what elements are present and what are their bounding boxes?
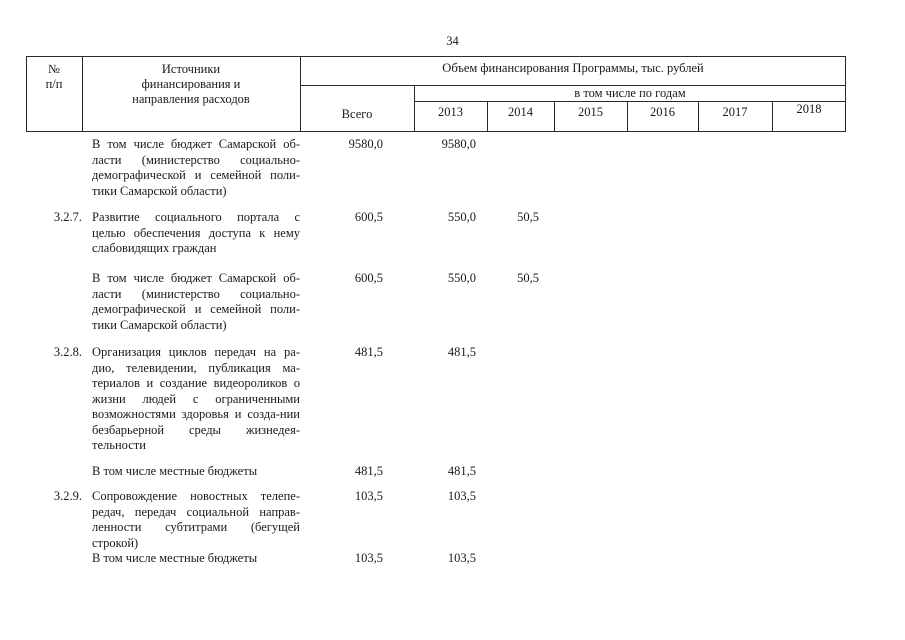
header-year-2014: 2014 [508,105,533,119]
header-year-2016: 2016 [650,105,675,119]
row-description: Сопровождение новостных телепе-редач, передач социальной направ-ленности субтитрами (бегущей строкой) [92,489,300,550]
row-description: Организация циклов передач на ра-дио, телевидении, публикация ма-териалов и создание видеороликов о жизни людей с ограниченными возможностями здоровья и созда-нии безбарьерной среды жизнедея-тельности [92,345,300,452]
header-year-2018: 2018 [796,102,822,116]
row-2013: 550,0 [447,210,476,224]
header-bottom-border [26,131,846,132]
row-2013: 550,0 [447,271,476,285]
header-year-2015: 2015 [578,105,603,119]
row-2013: 481,5 [447,345,476,359]
row-total: 9580,0 [348,137,383,151]
row-2014: 50,5 [517,271,539,285]
row-description: Развитие социального портала с целью обеспечения доступа к нему слабовидящих граждан [92,210,300,255]
header-year-2017: 2017 [722,105,748,119]
header-col-num: № п/п [45,62,63,91]
header-col-volume: Объем финансирования Программы, тыс. рублей [442,61,704,75]
row-total: 600,5 [354,271,383,285]
row-2013: 103,5 [447,489,476,503]
header-col-by-years: в том числе по годам [574,86,686,100]
row-number: 3.2.8. [53,345,82,359]
row-description: В том числе бюджет Самарской об-ласти (министерство социально-демографической и семейной поли-тики Самарской области) [92,271,300,332]
header-year-2013: 2013 [438,105,463,119]
header-volume-divider [300,85,414,86]
row-description: В том числе местные бюджеты [92,464,258,478]
header-top-border [26,56,846,57]
row-description: В том числе бюджет Самарской об-ласти (министерство социально-демографической и семейной поли-тики Самарской области) [92,137,300,198]
header-col-source: Источники финансирования и направления расходов [132,62,250,106]
row-description: В том числе местные бюджеты [92,551,258,565]
row-total: 481,5 [354,464,383,478]
row-number: 3.2.9. [53,489,82,503]
row-2013: 481,5 [447,464,476,478]
row-total: 103,5 [354,489,383,503]
row-number: 3.2.7. [53,210,82,224]
row-2013: 9580,0 [441,137,476,151]
row-total: 481,5 [354,345,383,359]
table-header [26,56,846,132]
header-col-total: Всего [341,107,373,121]
page-number: 34 [446,34,459,48]
row-total: 103,5 [354,551,383,565]
row-total: 600,5 [354,210,383,224]
row-2013: 103,5 [447,551,476,565]
row-2014: 50,5 [517,210,539,224]
